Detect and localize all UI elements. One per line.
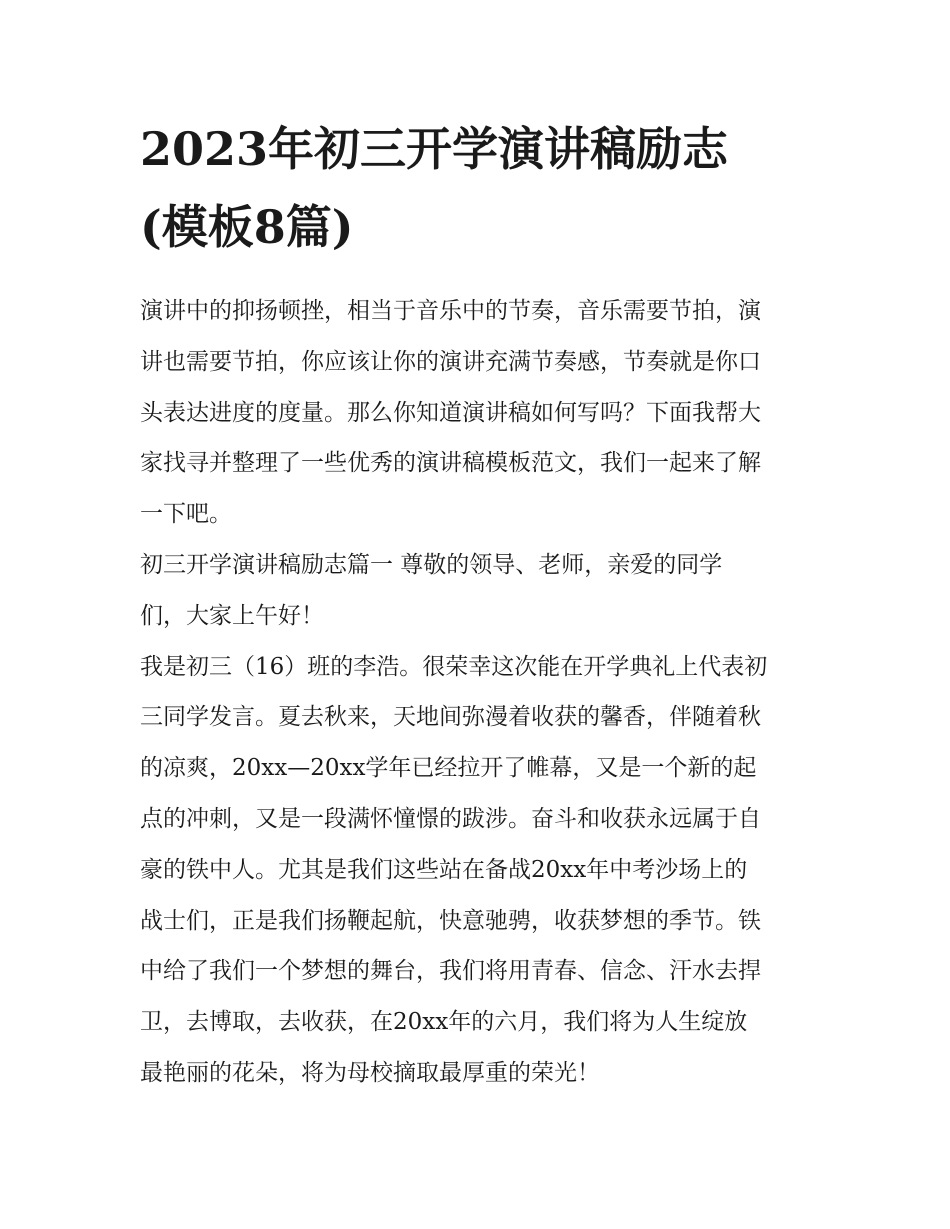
text-line: 演讲中的抑扬顿挫，相当于音乐中的节奏，音乐需要节拍，演 [140,298,761,324]
title-line-2: (模板8篇) [140,200,354,254]
text-line: 讲也需要节拍，你应该让你的演讲充满节奏感，节奏就是你口 [140,348,761,375]
paragraph-speech [140,642,815,1099]
text-line: 们，大家上午好！ [140,602,324,629]
document-title [140,110,815,266]
document-page [140,110,815,1099]
text-line: 点的冲刺，又是一段满怀憧憬的跋涉。奋斗和收获永远属于自 [140,805,761,832]
text-line: 头表达进度的度量。那么你知道演讲稿如何写吗？下面我帮大 [140,399,761,426]
text-line: 的凉爽，20xx—20xx学年已经拉开了帷幕，又是一个新的起 [140,755,757,782]
paragraph-intro [140,286,815,540]
paragraph-greeting [140,540,815,642]
text-line: 最艳丽的花朵，将为母校摘取最厚重的荣光！ [140,1059,600,1086]
text-line: 一下吧。 [140,501,232,528]
text-line: 豪的铁中人。尤其是我们这些站在备战20xx年中考沙场上的 [140,856,748,883]
text-line: 初三开学演讲稿励志篇一 尊敬的领导、老师，亲爱的同学 [140,551,723,578]
document-body [140,286,815,1099]
text-line: 三同学发言。夏去秋来，天地间弥漫着收获的馨香，伴随着秋 [140,704,761,731]
text-line: 中给了我们一个梦想的舞台，我们将用青春、信念、汗水去捍 [140,958,761,985]
text-line: 卫，去博取，去收获，在20xx年的六月，我们将为人生绽放 [140,1009,748,1036]
text-line: 家找寻并整理了一些优秀的演讲稿模板范文，我们一起来了解 [140,450,761,477]
title-line-1: 2023年初三开学演讲稿励志 [140,122,729,176]
text-line: 我是初三（16）班的李浩。很荣幸这次能在开学典礼上代表初 [140,653,768,680]
text-line: 战士们，正是我们扬鞭起航，快意驰骋，收获梦想的季节。铁 [140,907,761,934]
